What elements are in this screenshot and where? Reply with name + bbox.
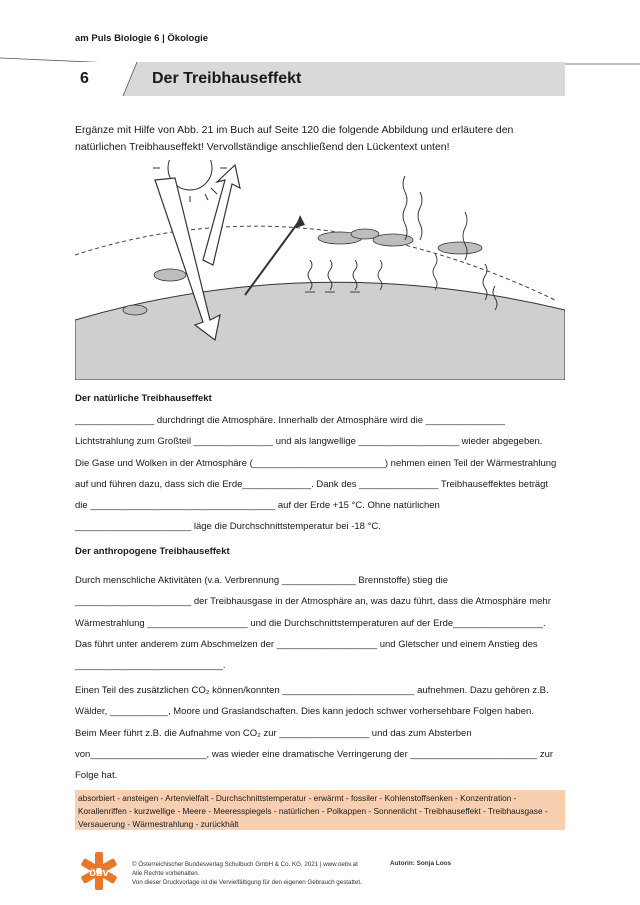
- cloze-line: von______________________, was wieder eine dramatische Verringerung der ________________________ zur: [75, 748, 554, 760]
- oebv-logo: [78, 850, 120, 892]
- cloze-line: auf und führen dazu, dass sich die Erde_____________. Dank des _______________ Treibhauseffektes beträgt: [75, 478, 549, 490]
- cloze-text-natural: [75, 410, 567, 538]
- footer-author: Autorin: Sonja Loos: [390, 860, 452, 867]
- cloze-line: Die Gase und Wolken in der Atmosphäre (_________________________) nehmen einen Teil der Wärmestrahlung: [75, 457, 557, 469]
- title-bar: [75, 62, 565, 96]
- page-title: Der Treibhauseffekt: [152, 70, 302, 87]
- cloze-line: Wärmestrahlung ___________________ und die Durchschnittstemperaturen auf der Erde_________________.: [75, 617, 546, 629]
- title-number-box: [55, 62, 140, 96]
- running-header: am Puls Biologie 6 | Ökologie: [75, 33, 209, 44]
- cloze-line: Das führt unter anderem zum Abschmelzen der ___________________ und Gletscher und einem Anstieg des: [75, 638, 538, 650]
- cloze-line: Einen Teil des zusätzlichen CO₂ können/konnten _________________________ aufnehmen. Dazu gehören z.B.: [75, 685, 549, 696]
- cloze-line: ____________________________.: [75, 660, 226, 672]
- footer-legal: © Österreichischer Bundesverlag Schulbuch GmbH & Co. KG, 2021 | www.oebv.at Alle Rechte vorbehalten. Von dieser Druckvorlage ist die Vervielfältigung für den eigenen Gebrauch gestattet.: [132, 861, 362, 886]
- cloze-line: _______________ durchdringt die Atmosphäre. Innerhalb der Atmosphäre wird die _______________: [75, 415, 505, 426]
- cloze-line: Durch menschliche Aktivitäten (v.a. Verbrennung ______________ Brennstoffe) stieg die: [75, 575, 449, 586]
- cloze-line: die ___________________________________ auf der Erde +15 °C. Ohne natürlichen: [75, 500, 440, 512]
- section-heading-natural: Der natürliche Treibhauseffekt: [75, 393, 212, 404]
- svg-text:öbv: öbv: [89, 867, 109, 879]
- cloze-line: Lichtstrahlung zum Großteil _______________ und als langwellige ___________________ wieder abgegeben.: [75, 436, 543, 448]
- greenhouse-diagram: [75, 160, 565, 380]
- cloze-line: Wälder, ___________, Moore und Graslandschaften. Dies kann jedoch schwer vorhersehbare Folgen haben.: [75, 706, 534, 718]
- cloze-line: ______________________ läge die Durchschnittstemperatur bei -18 °C.: [75, 521, 381, 533]
- instructions: Ergänze mit Hilfe von Abb. 21 im Buch auf Seite 120 die folgende Abbildung und erläutere den natürlichen Treibhauseffekt! Vervollständige anschließend den Lückentext unten!: [75, 124, 514, 153]
- cloze-line: ______________________ der Treibhausgase in der Atmosphäre an, was dazu führt, dass die Atmosphäre mehr: [75, 596, 551, 608]
- worksheet-number: 6: [80, 70, 89, 87]
- cloze-line: Beim Meer führt z.B. die Aufnahme von CO₂ zur _________________ und das zum Absterben: [75, 727, 472, 739]
- cloze-text-anthropogenic: [75, 570, 567, 676]
- section-heading-anthropogenic: Der anthropogene Treibhauseffekt: [75, 546, 230, 557]
- cloze-text-co2: [75, 680, 567, 786]
- word-bank: absorbiert - ansteigen - Artenvielfalt - Durchschnittstemperatur - erwärmt - fossiler - Kohlenstoffsenken - Konzentration - Korallenriffen - kurzwellige - Meere - Meeresspiegels - natürlichen - Polkappen - Sonnenlicht - Treibhauseffekt - Treibhausgase - Versauerung - Wärmestrahlung - zurückhält: [75, 790, 565, 830]
- cloze-line: Folge hat.: [75, 770, 118, 782]
